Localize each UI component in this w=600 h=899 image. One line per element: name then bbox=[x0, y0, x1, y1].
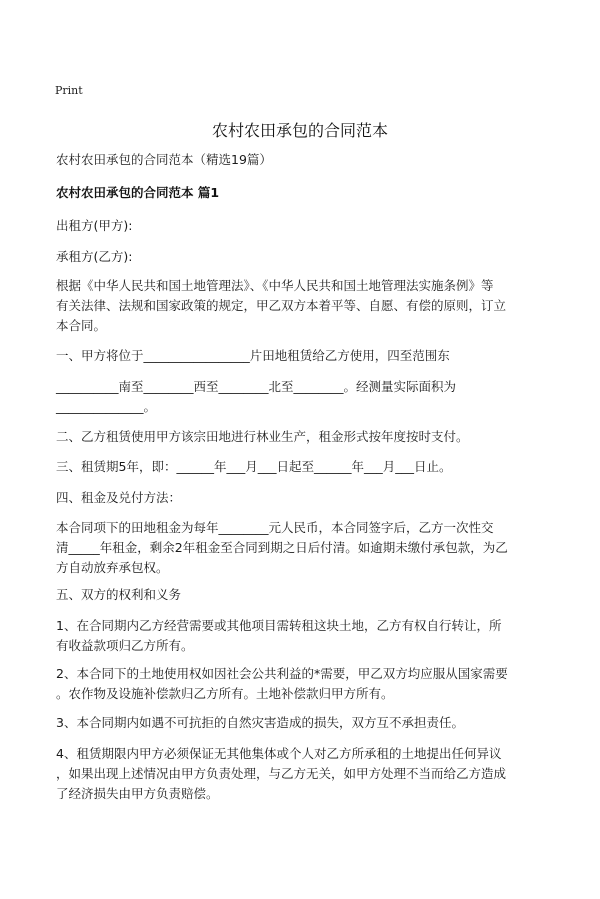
rent-line: 本合同项下的田地租金为每年________元人民币，本合同签字后，乙方一次性交 bbox=[56, 520, 494, 535]
clause-3: 三、租赁期5年，即：______年___月___日起至______年___月___日止。 bbox=[56, 459, 452, 474]
document-subtitle: 农村农田承包的合同范本（精选19篇） bbox=[56, 152, 272, 167]
intro-line: 根据《中华人民共和国土地管理法》、《中华人民共和国土地管理法实施条例》等 bbox=[56, 278, 494, 293]
item-4-line: ，如果出现上述情况由甲方负责处理，与乙方无关，如甲方处理不当而给乙方造成 bbox=[56, 766, 507, 781]
item-4-line: 了经济损失由甲方负责赔偿。 bbox=[56, 786, 219, 801]
lessee-line: 承租方(乙方): bbox=[56, 249, 133, 264]
rent-line: 方自动放弃承包权。 bbox=[56, 560, 169, 575]
item-1-line: 有收益款项归乙方所有。 bbox=[56, 638, 194, 653]
item-1-line: 1、在合同期内乙方经营需要或其他项目需转租这块土地，乙方有权自行转让，所 bbox=[56, 618, 502, 633]
clause-5: 五、双方的权利和义务 bbox=[56, 587, 182, 602]
item-2-line: 2、本合同下的土地使用权如因社会公共利益的*需要，甲乙双方均应服从国家需要 bbox=[56, 666, 508, 681]
clause-2: 二、乙方租赁使用甲方该宗田地进行林业生产，租金形式按年度按时支付。 bbox=[56, 429, 469, 444]
item-3: 3、本合同期内如遇不可抗拒的自然灾害造成的损失，双方互不承担责任。 bbox=[56, 715, 464, 730]
item-4 bbox=[56, 744, 550, 804]
intro-line: 有关法律、法规和国家政策的规定，甲乙双方本着平等、自愿、有偿的原则，订立 bbox=[56, 298, 507, 313]
clause-1-line: 一、甲方将位于_________________片田地租赁给乙方使用，四至范围东 bbox=[56, 348, 450, 363]
rent-line: 清_____年租金，剩余2年租金至合同到期之日后付清。如逾期未缴付承包款，为乙 bbox=[56, 540, 508, 555]
item-1 bbox=[56, 616, 550, 656]
clause-4: 四、租金及兑付方法： bbox=[56, 490, 182, 505]
intro-line: 本合同。 bbox=[56, 318, 107, 333]
intro-paragraph bbox=[56, 276, 550, 336]
clause-1-line: __________南至________西至________北至________。经测量实际面积为 bbox=[56, 379, 457, 394]
item-2 bbox=[56, 664, 550, 704]
section-heading: 农村农田承包的合同范本 篇1 bbox=[56, 185, 220, 200]
lessor-line: 出租方(甲方): bbox=[56, 218, 133, 233]
clause-1-line: ______________。 bbox=[56, 399, 157, 414]
document-title: 农村农田承包的合同范本 bbox=[211, 121, 388, 140]
clause-1 bbox=[56, 346, 550, 417]
print-label: Print bbox=[55, 84, 83, 97]
rent-paragraph bbox=[56, 518, 550, 578]
item-4-line: 4、租赁期限内甲方必须保证无其他集体或个人对乙方所承租的土地提出任何异议 bbox=[56, 746, 502, 761]
item-2-line: 。农作物及设施补偿款归乙方所有。土地补偿款归甲方所有。 bbox=[56, 686, 394, 701]
